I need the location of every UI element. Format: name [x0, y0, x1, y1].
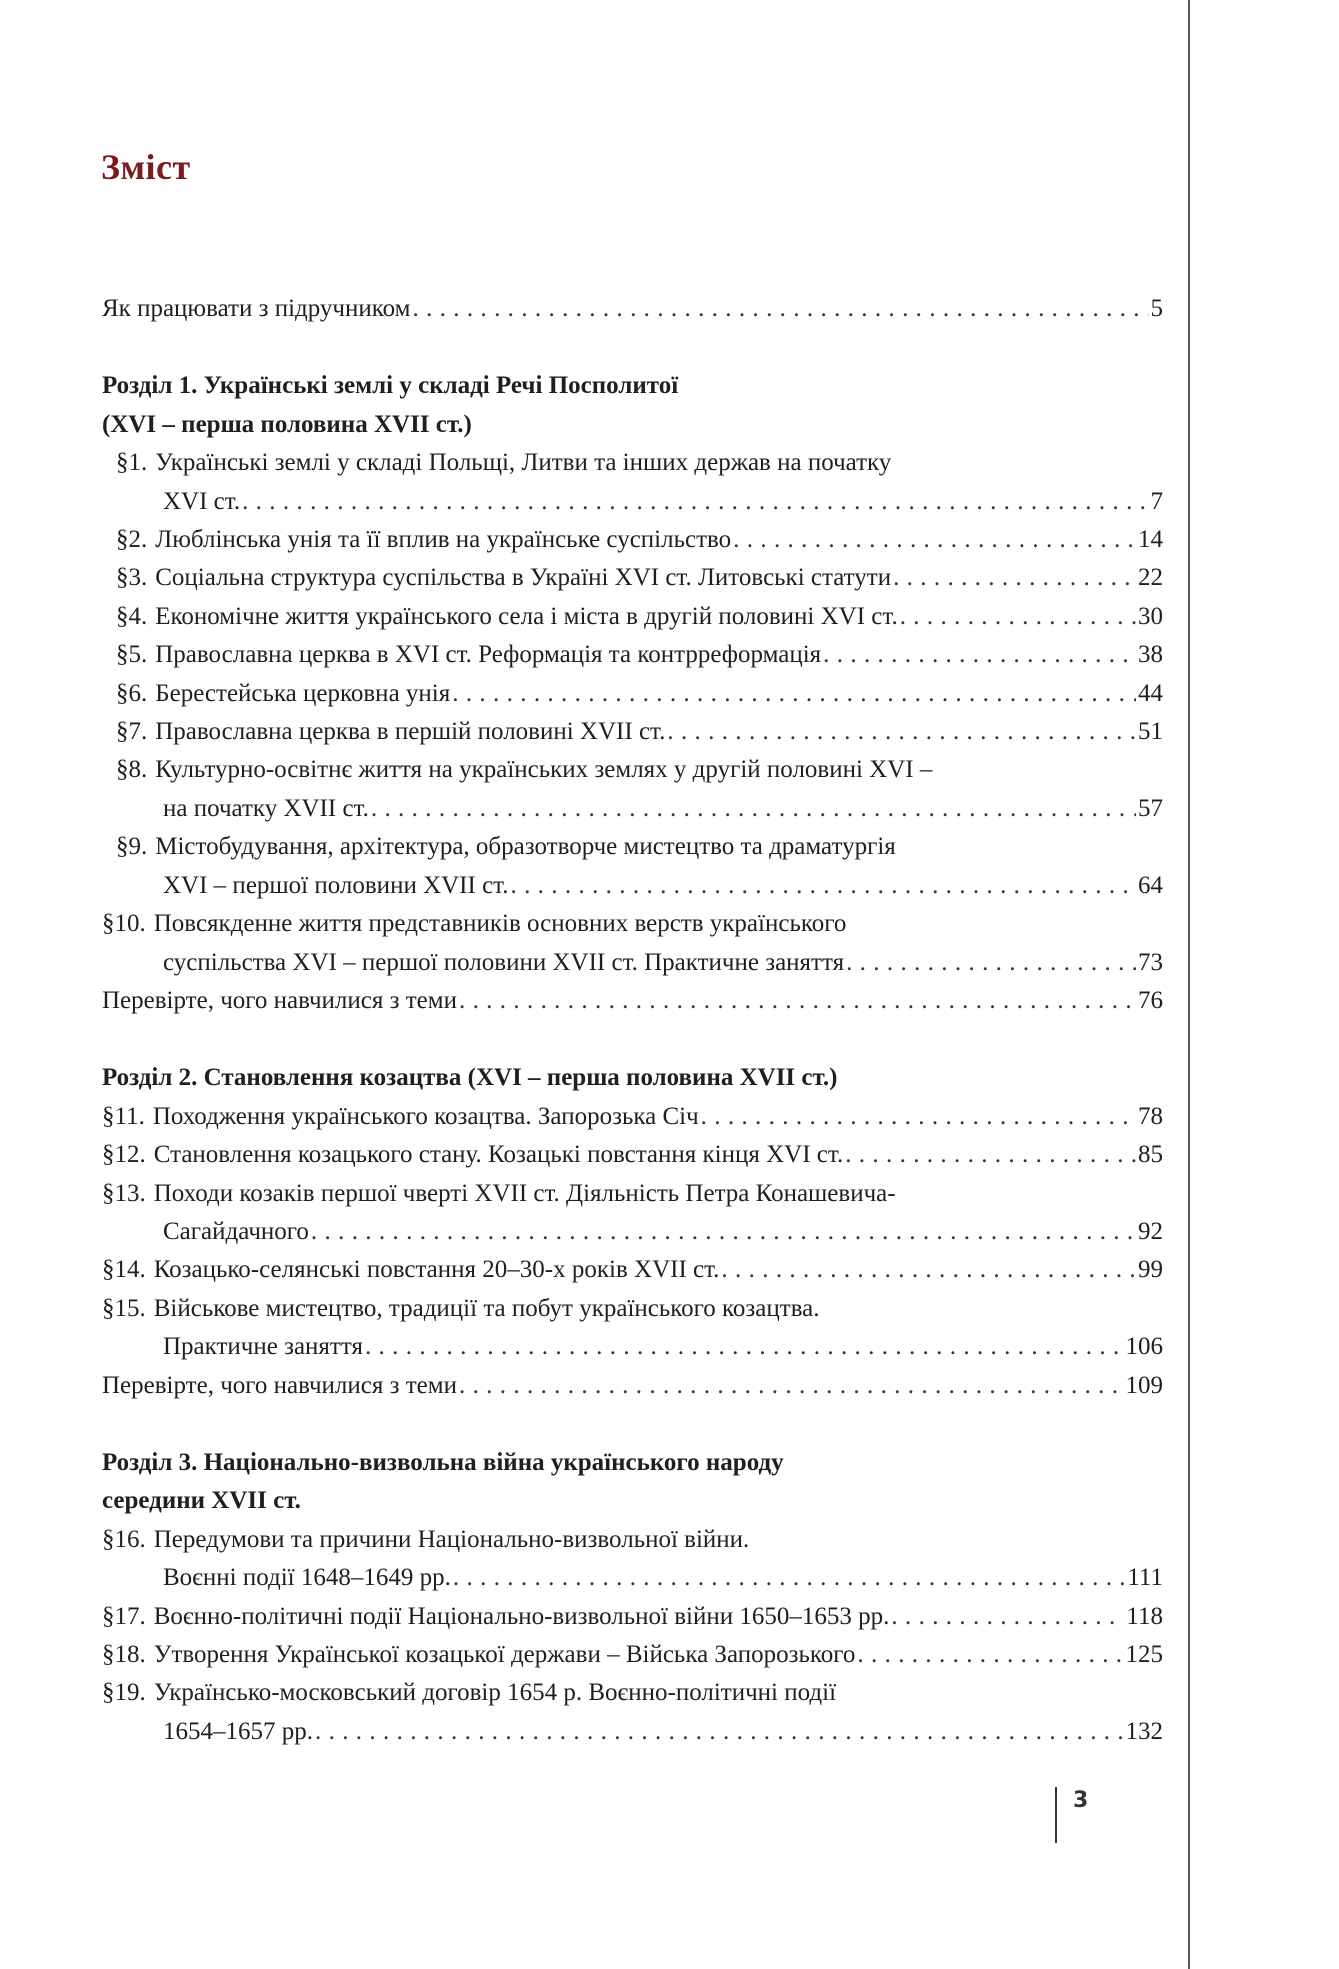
toc-entry-review[interactable] — [102, 1367, 1163, 1405]
section-number: §8. — [116, 756, 148, 784]
page-spine-rule — [1188, 0, 1190, 1969]
toc-entry-line — [102, 1521, 1163, 1559]
toc-entry-line — [102, 1559, 1163, 1597]
toc-entry-line — [102, 1713, 1163, 1751]
toc-entry[interactable] — [102, 1674, 1163, 1751]
dot-leader — [733, 521, 1136, 559]
toc-entry[interactable] — [102, 521, 1163, 559]
dot-leader — [242, 483, 1148, 521]
table-of-contents — [102, 290, 1163, 1751]
entry-title: Як працювати з підручником — [102, 295, 411, 322]
entry-title-line: Містобудування, архітектура, образотворче мистецтво та драматургія — [155, 833, 896, 861]
dot-leader — [721, 1251, 1136, 1289]
toc-entry[interactable] — [102, 1175, 1163, 1252]
section-number: §14. — [102, 1256, 146, 1284]
spacer — [102, 1020, 1163, 1059]
dot-leader — [823, 636, 1136, 674]
entry-title: Сагайдачного — [163, 1217, 309, 1245]
toc-part-3 — [102, 1444, 1163, 1751]
toc-entry[interactable] — [102, 675, 1163, 713]
entry-title: Практичне заняття — [163, 1333, 363, 1361]
entry-page-number: 78 — [1138, 1102, 1163, 1130]
entry-page-number: 118 — [1126, 1602, 1163, 1630]
entry-title-line: Українсько-московський договір 1654 р. Воєнно-політичні події — [153, 1679, 837, 1707]
entry-title: Походження українського козацтва. Запорозька Січ — [152, 1102, 699, 1130]
spacer — [102, 1405, 1163, 1444]
toc-entry[interactable] — [102, 1521, 1163, 1598]
entry-page-number: 22 — [1138, 564, 1163, 592]
entry-page-number: 92 — [1138, 1217, 1163, 1245]
part-heading[interactable]: (XVI – перша половина XVII ст.) — [102, 410, 472, 438]
toc-entry-line — [102, 1136, 1163, 1174]
folio-rule — [1055, 1787, 1057, 1843]
section-number: §15. — [102, 1294, 146, 1322]
toc-entry-review[interactable] — [102, 982, 1163, 1020]
dot-leader — [371, 790, 1136, 828]
entry-title: 1654–1657 рр. — [163, 1717, 313, 1745]
entry-title: Козацько-селянські повстання 20–30-х років XVII ст. — [153, 1256, 720, 1284]
dot-leader — [846, 944, 1136, 982]
dot-leader — [701, 1098, 1136, 1136]
toc-entry-line — [116, 444, 1163, 482]
toc-entry[interactable] — [102, 444, 1163, 521]
section-number: §19. — [102, 1679, 146, 1707]
toc-entry-line — [102, 1251, 1163, 1289]
entry-title: Люблінська унія та її вплив на українське суспільство — [155, 526, 732, 554]
section-number: §3. — [116, 564, 148, 592]
entry-title: XVI ст. — [163, 487, 241, 515]
entry-page-number: 125 — [1125, 1641, 1163, 1668]
section-number: §9. — [116, 833, 148, 861]
entry-title: Перевірте, чого навчилися з теми — [102, 986, 457, 1014]
section-number: §2. — [116, 526, 148, 554]
dot-leader — [510, 867, 1136, 905]
entry-page-number: 30 — [1138, 602, 1163, 630]
toc-part-2 — [102, 1059, 1163, 1405]
toc-entry[interactable] — [102, 559, 1163, 597]
dot-leader — [365, 1328, 1124, 1366]
entry-page-number: 85 — [1138, 1141, 1163, 1169]
toc-entry-line — [102, 1598, 1163, 1636]
toc-entry-line — [116, 521, 1163, 559]
toc-entry-line — [116, 483, 1163, 521]
dot-leader — [315, 1713, 1124, 1751]
toc-entry-line — [116, 751, 1163, 789]
entry-page-number: 5 — [1150, 295, 1163, 322]
toc-entry-line — [102, 1175, 1163, 1213]
toc-entry-line — [116, 828, 1163, 866]
section-number: §6. — [116, 679, 148, 707]
toc-entry-line — [116, 867, 1163, 905]
toc-entry[interactable] — [102, 1636, 1163, 1674]
section-number: §7. — [116, 718, 148, 746]
toc-entry-line — [116, 790, 1163, 828]
section-number: §10. — [102, 910, 146, 938]
dot-leader — [459, 1367, 1124, 1405]
entry-title-line: Повсякденне життя представників основних верств українського — [153, 910, 847, 938]
section-number: §17. — [102, 1602, 146, 1630]
entry-title-line: Культурно-освітнє життя на українських землях у другій половині XVI – — [155, 756, 933, 784]
toc-entry[interactable] — [102, 1098, 1163, 1136]
entry-title: Становлення козацького стану. Козацькі повстання кінця XVI ст. — [153, 1141, 844, 1169]
toc-entry-intro[interactable] — [102, 290, 1163, 328]
section-number: §12. — [102, 1141, 146, 1169]
part-heading[interactable]: Розділ 3. Національно-визвольна війна українського народу — [102, 1448, 784, 1476]
toc-entry[interactable] — [102, 828, 1163, 905]
toc-entry[interactable] — [102, 713, 1163, 751]
entry-title: суспільства XVI – першої половини XVII ст. Практичне заняття — [163, 948, 845, 976]
entry-title: Воєнно-політичні події Національно-визвольної війни 1650–1653 рр. — [153, 1602, 890, 1630]
entry-page-number: 57 — [1138, 794, 1163, 822]
dot-leader — [412, 290, 1148, 328]
entry-title: Утворення Української козацької держави – Війська Запорозького — [153, 1641, 856, 1668]
toc-entry[interactable] — [102, 1598, 1163, 1636]
dot-leader — [891, 1598, 1124, 1636]
entry-page-number: 132 — [1125, 1717, 1163, 1745]
entry-page-number: 73 — [1138, 948, 1163, 976]
section-number: §5. — [116, 641, 148, 669]
toc-entry-line — [116, 598, 1163, 636]
entry-page-number: 44 — [1138, 679, 1163, 707]
toc-entry-line — [102, 1098, 1163, 1136]
entry-title: Воєнні події 1648–1649 рр. — [163, 1564, 451, 1592]
entry-page-number: 111 — [1127, 1564, 1163, 1592]
part-heading[interactable]: Розділ 2. Становлення козацтва (XVI – перша половина XVII ст.) — [102, 1064, 838, 1092]
entry-page-number: 106 — [1125, 1333, 1163, 1361]
toc-entry[interactable] — [102, 751, 1163, 828]
toc-entry-line — [102, 1290, 1163, 1328]
entry-title: Берестейська церковна унія — [155, 679, 451, 707]
dot-leader — [459, 982, 1136, 1020]
entry-title: Православна церква в XVI ст. Реформація та контрреформація — [155, 641, 822, 669]
dot-leader — [900, 598, 1136, 636]
entry-title: Православна церква в першій половині XVII ст. — [155, 718, 666, 746]
toc-entry-line — [102, 1328, 1163, 1366]
entry-page-number: 76 — [1138, 986, 1163, 1014]
entry-page-number: 64 — [1138, 871, 1163, 899]
toc-entry[interactable] — [102, 1136, 1163, 1174]
entry-title: Економічне життя українського села і міста в другій половині XVI ст. — [155, 602, 898, 630]
entry-title: Соціальна структура суспільства в Україні XVI ст. Литовські статути — [155, 564, 892, 592]
toc-entry-line — [102, 1213, 1163, 1251]
toc-entry-line — [116, 675, 1163, 713]
dot-leader — [667, 713, 1136, 751]
toc-entry-line — [102, 944, 1163, 982]
dot-leader — [311, 1213, 1136, 1251]
section-number: §13. — [102, 1179, 146, 1207]
toc-entry-line — [102, 1674, 1163, 1712]
page-number: 3 — [1073, 1788, 1089, 1813]
dot-leader — [845, 1136, 1136, 1174]
entry-page-number: 38 — [1138, 641, 1163, 669]
section-number: §4. — [116, 602, 148, 630]
toc-entry-line — [116, 713, 1163, 751]
toc-entry[interactable] — [102, 1251, 1163, 1289]
entry-page-number: 109 — [1125, 1371, 1163, 1399]
section-number: §16. — [102, 1525, 146, 1553]
spacer — [102, 328, 1163, 367]
toc-entry-line — [102, 1636, 1163, 1674]
entry-page-number: 99 — [1138, 1256, 1163, 1284]
section-number: §11. — [102, 1102, 145, 1130]
entry-page-number: 14 — [1138, 526, 1163, 554]
entry-title: XVI – першої половини XVII ст. — [163, 871, 509, 899]
section-number: §1. — [116, 449, 148, 477]
dot-leader — [452, 675, 1136, 713]
part-heading[interactable]: середини XVII ст. — [102, 1487, 301, 1515]
entry-title: Перевірте, чого навчилися з теми — [102, 1371, 457, 1399]
entry-title-line: Військове мистецтво, традиції та побут українського козацтва. — [153, 1294, 820, 1322]
toc-entry-line — [116, 636, 1163, 674]
dot-leader — [453, 1559, 1125, 1597]
entry-title-line: Походи козаків першої чверті XVII ст. Діяльність Петра Конашевича- — [153, 1179, 896, 1207]
entry-title-line: Українські землі у складі Польщі, Литви та інших держав на початку — [155, 449, 892, 477]
part-heading[interactable]: Розділ 1. Українські землі у складі Речі Посполитої — [102, 372, 679, 400]
toc-entry[interactable] — [102, 598, 1163, 636]
toc-entry-line — [116, 559, 1163, 597]
entry-title-line: Передумови та причини Національно-визвольної війни. — [153, 1525, 750, 1553]
dot-leader — [893, 559, 1136, 597]
entry-page-number: 51 — [1138, 718, 1163, 746]
entry-title: на початку XVII ст. — [163, 794, 369, 822]
entry-page-number: 7 — [1150, 487, 1163, 515]
toc-entry[interactable] — [102, 905, 1163, 982]
toc-entry[interactable] — [102, 636, 1163, 674]
section-number: §18. — [102, 1641, 146, 1668]
page-title: Зміст — [101, 147, 191, 187]
dot-leader — [857, 1636, 1123, 1674]
toc-part-1 — [102, 367, 1163, 1020]
toc-entry[interactable] — [102, 1290, 1163, 1367]
toc-entry-line — [102, 905, 1163, 943]
